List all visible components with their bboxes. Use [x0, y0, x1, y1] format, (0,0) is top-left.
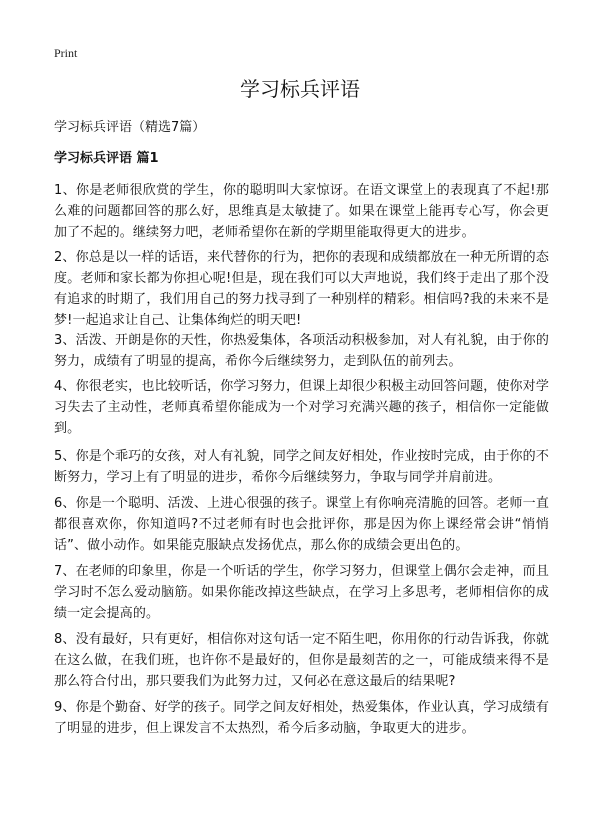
document-subtitle: 学习标兵评语（精选7篇） — [54, 120, 206, 135]
comment-paragraph-5: 5、你是个乖巧的女孩，对人有礼貌，同学之间友好相处，作业按时完成，由于你的不断努力，学习上有了明显的进步，希你今后继续努力，争取与同学并肩前进。 — [54, 449, 549, 485]
comment-paragraph-3: 3、活泼、开朗是你的天性，你热爱集体，各项活动积极参加，对人有礼貌，由于你的努力，成绩有了明显的提高，希你今后继续努力，走到队伍的前列去。 — [54, 333, 549, 369]
comment-paragraph-6: 6、你是一个聪明、活泼、上进心很强的孩子。课堂上有你响亮清脆的回答。老师一直都很喜欢你，你知道吗?不过老师有时也会批评你，那是因为你上课经常会讲“悄悄话”、做小动作。如果能克服缺点发扬优点，那么你的成绩会更出色的。 — [54, 496, 549, 553]
comment-paragraph-9: 9、你是个勤奋、好学的孩子。同学之间友好相处，热爱集体，作业认真，学习成绩有了明显的进步，但上课发言不太热烈，希今后多动脑，争取更大的进步。 — [54, 700, 549, 736]
comment-paragraph-7: 7、在老师的印象里，你是一个听话的学生，你学习努力，但课堂上偶尔会走神，而且学习时不怎么爱动脑筋。如果你能改掉这些缺点，在学习上多思考，老师相信你的成绩一定会提高的。 — [54, 564, 549, 621]
comment-paragraph-2: 2、你总是以一样的话语，来代替你的行为，把你的表现和成绩都放在一种无所谓的态度。老师和家长都为你担心呢!但是，现在我们可以大声地说，我们终于走出了那个没有追求的时期了，我们用自己的努力找寻到了一种别样的精彩。相信吗?我的未来不是梦!一起追求让自己、让集体绚烂的明天吧! — [54, 250, 549, 328]
page-title: 学习标兵评语 — [240, 77, 360, 101]
comment-paragraph-1: 1、你是老师很欣赏的学生，你的聪明叫大家惊讶。在语文课堂上的表现真了不起!那么难的问题都回答的那么好，思维真是太敏捷了。如果在课堂上能再专心写，你会更加了不起的。继续努力吧，老师希望你在新的学期里能取得更大的进步。 — [54, 183, 549, 240]
comment-paragraph-8: 8、没有最好，只有更好，相信你对这句话一定不陌生吧，你用你的行动告诉我，你就在这么做，在我们班，也许你不是最好的，但你是最刻苦的之一，可能成绩来得不是那么符合付出，那只要我们为此努力过，又何必在意这最后的结果呢? — [54, 632, 549, 689]
print-link[interactable]: Print — [54, 46, 78, 60]
comment-paragraph-4: 4、你很老实，也比较听话，你学习努力，但课上却很少积极主动回答问题，使你对学习失去了主动性，老师真希望你能成为一个对学习充满兴趣的孩子，相信你一定能做到。 — [54, 379, 549, 436]
section-heading: 学习标兵评语 篇1 — [54, 151, 159, 166]
